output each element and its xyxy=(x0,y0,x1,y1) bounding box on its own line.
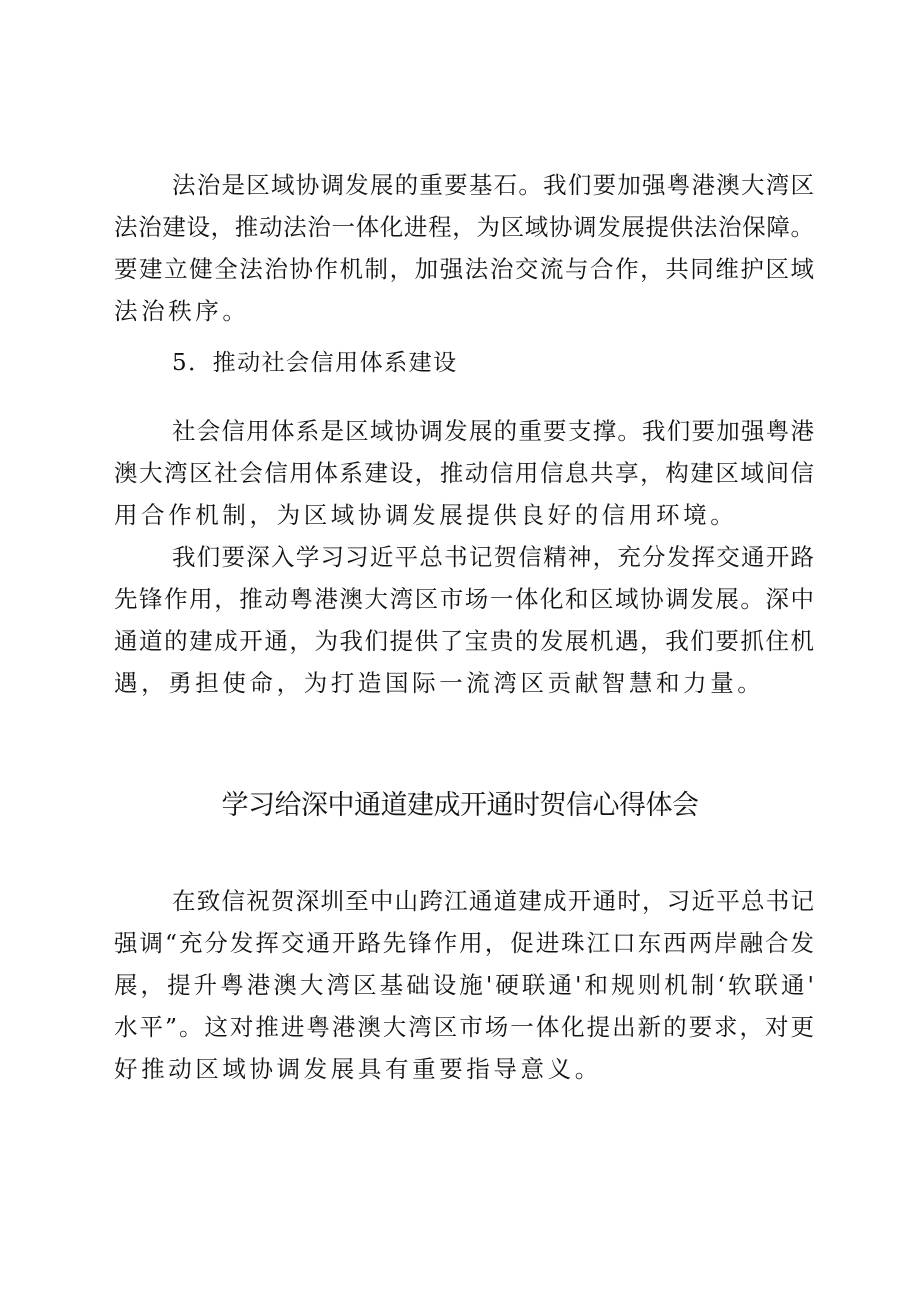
paragraph-line: 展，提升粤港澳大湾区基础设施'硬联通'和规则机制‘软联通' xyxy=(114,971,814,999)
paragraph-line: 要建立健全法治协作机制，加强法治交流与合作，共同维护区域 xyxy=(114,255,814,283)
paragraph-line: 法治建设，推动法治一体化进程，为区域协调发展提供法治保障。 xyxy=(114,213,814,241)
paragraph-line: 遇，勇担使命，为打造国际一流湾区贡献智慧和力量。 xyxy=(114,669,765,697)
paragraph-line: 我们要深入学习习近平总书记贺信精神，充分发挥交通开路 xyxy=(172,543,814,571)
paragraph-line: 法治秩序。 xyxy=(114,297,250,325)
paragraph-line: 在致信祝贺深圳至中山跨江通道建成开通时，习近平总书记 xyxy=(172,887,814,915)
paragraph-line: 法治是区域协调发展的重要基石。我们要加强粤港澳大湾区 xyxy=(172,171,814,199)
paragraph-line: 通道的建成开通，为我们提供了宝贵的发展机遇，我们要抓住机 xyxy=(114,627,814,655)
article-title: 学习给深中通道建成开通时贺信心得体会 xyxy=(221,790,699,821)
paragraph-line: 社会信用体系是区域协调发展的重要支撑。我们要加强粤港 xyxy=(172,417,814,445)
paragraph-line: 强调“充分发挥交通开路先锋作用，促进珠江口东西两岸融合发 xyxy=(114,929,814,957)
paragraph-line: 水平”。这对推进粤港澳大湾区市场一体化提出新的要求，对更 xyxy=(114,1013,814,1041)
paragraph-line: 好推动区域协调发展具有重要指导意义。 xyxy=(114,1055,602,1083)
section-heading: 5．推动社会信用体系建设 xyxy=(172,350,458,376)
paragraph-line: 用合作机制，为区域协调发展提供良好的信用环境。 xyxy=(114,501,738,529)
paragraph-line: 先锋作用，推动粤港澳大湾区市场一体化和区域协调发展。深中 xyxy=(114,585,814,613)
paragraph-line: 澳大湾区社会信用体系建设，推动信用信息共享，构建区域间信 xyxy=(114,459,814,487)
